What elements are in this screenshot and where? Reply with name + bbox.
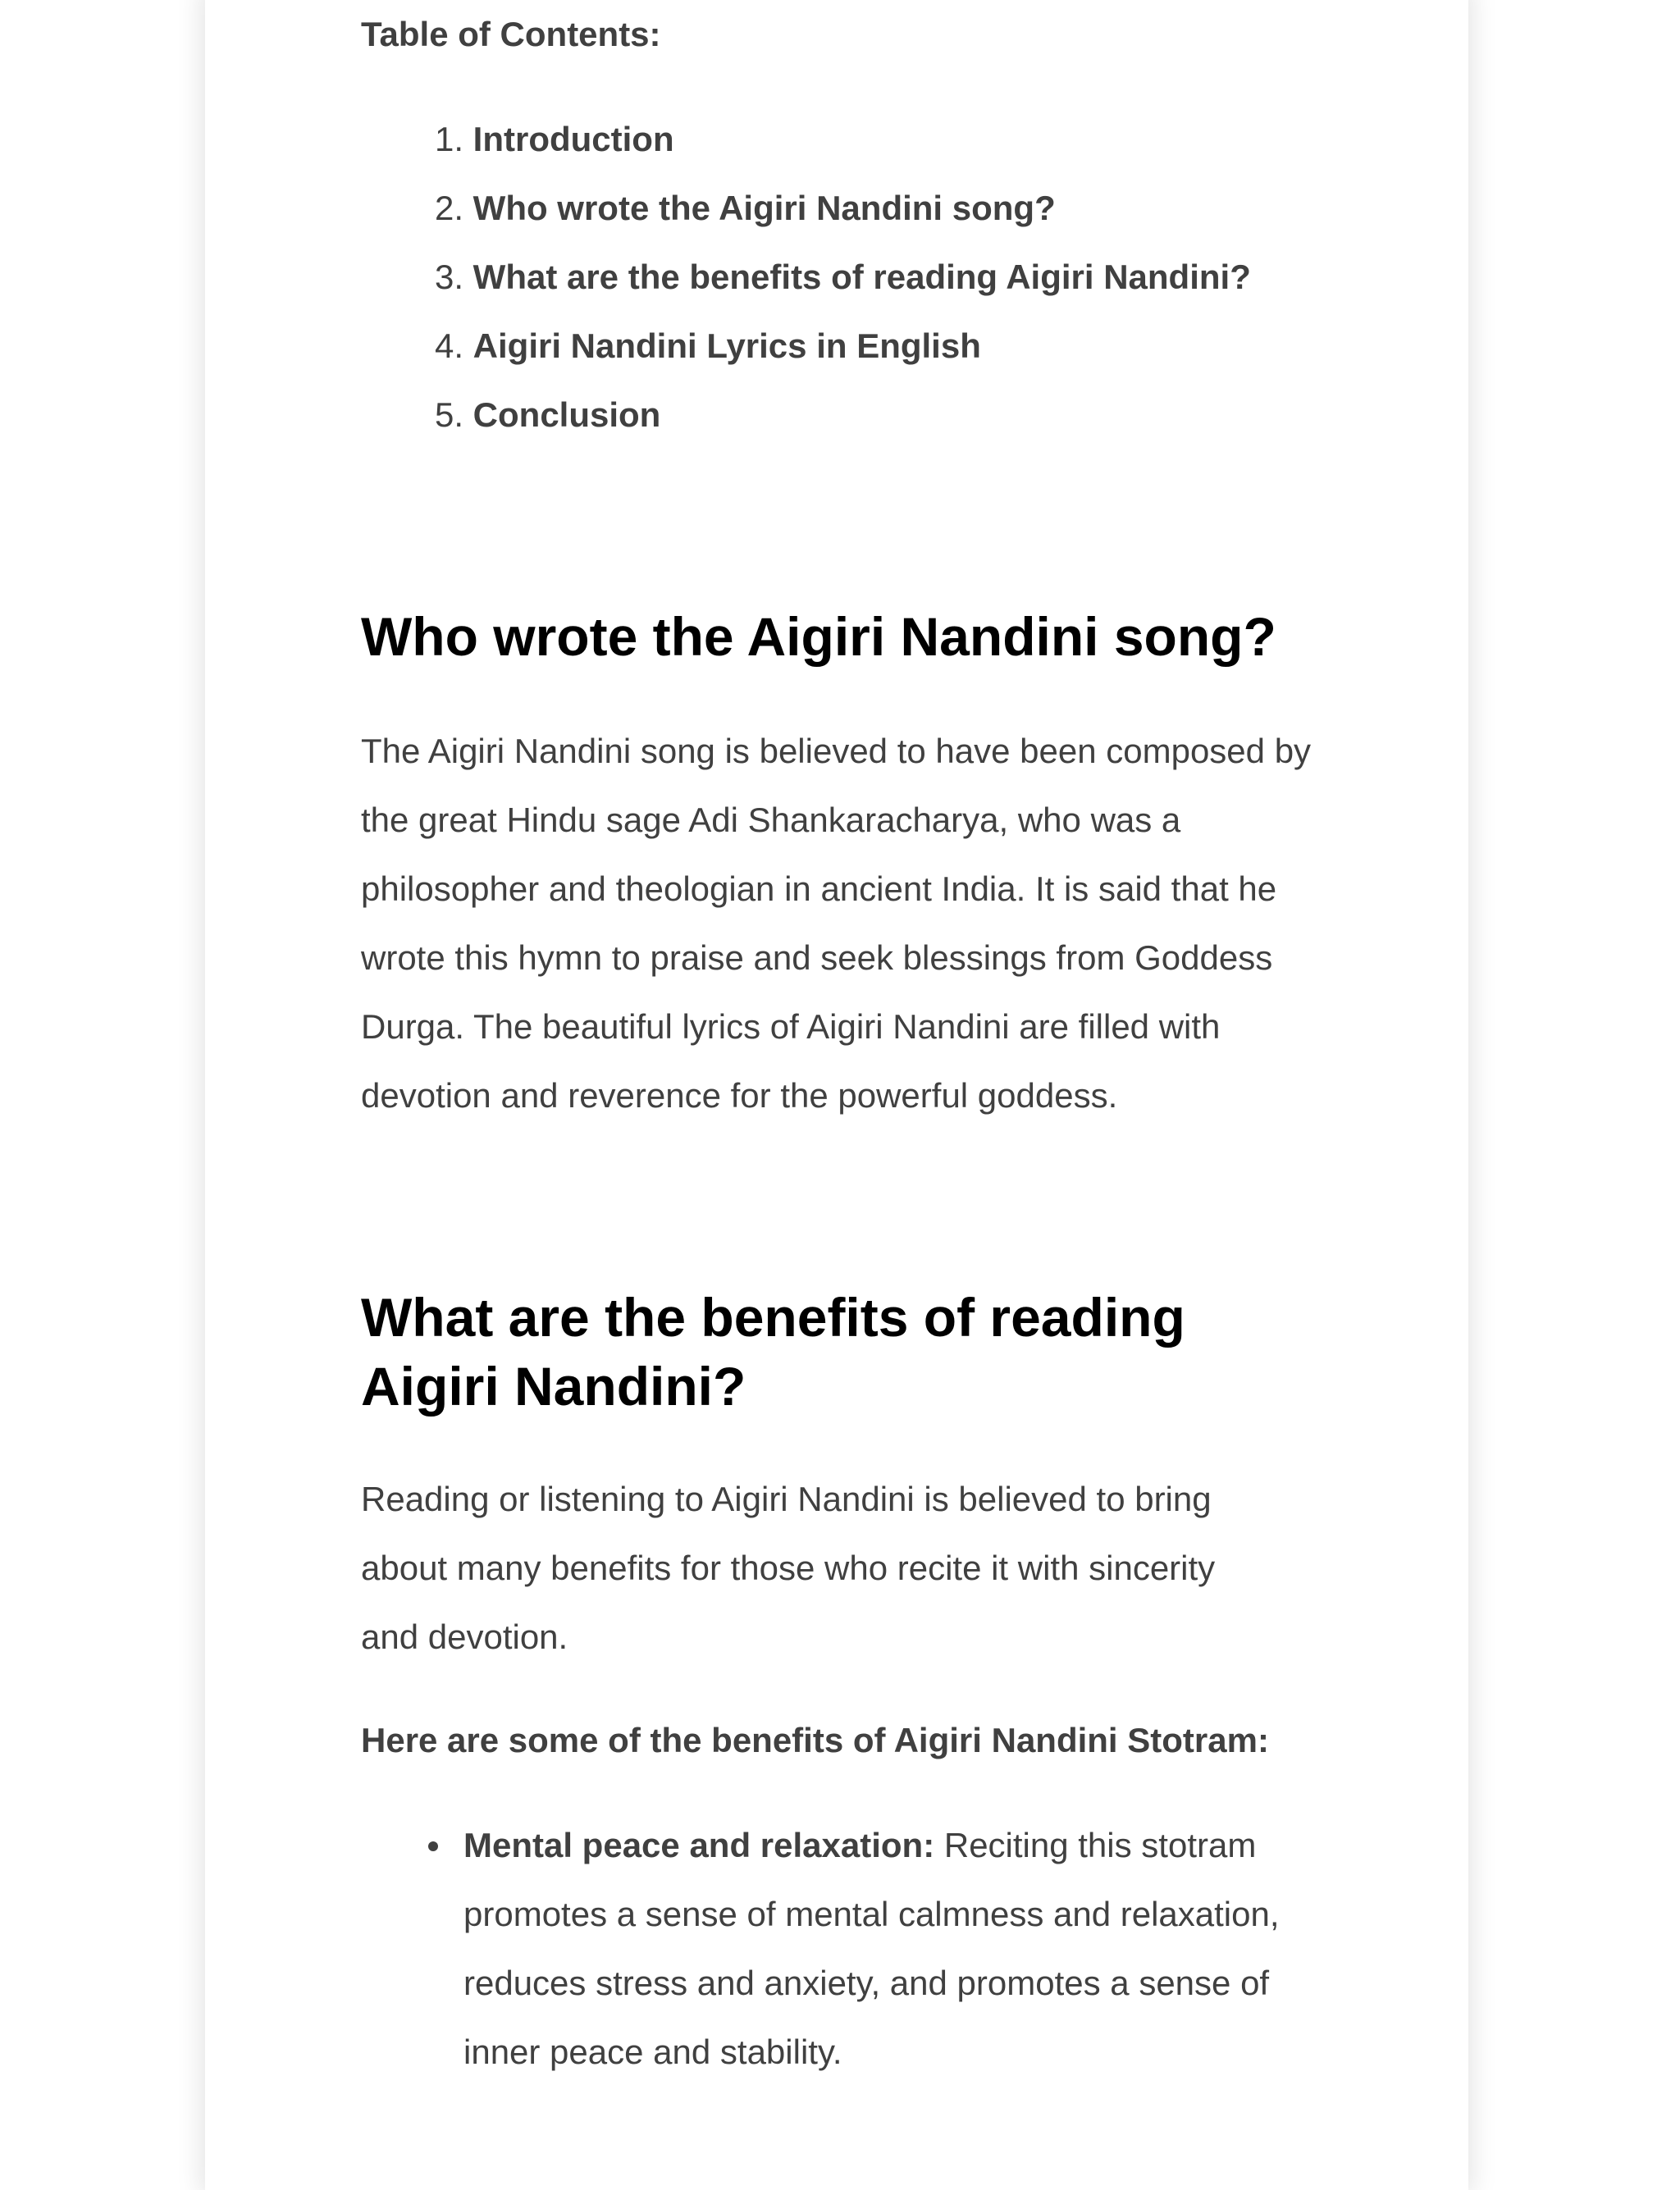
toc-item-number: 3. bbox=[434, 258, 463, 296]
section-heading-benefits: What are the benefits of reading Aigiri Nandini? bbox=[361, 1287, 1185, 1417]
toc-link-benefits[interactable]: What are the benefits of reading Aigiri Nandini? bbox=[472, 258, 1251, 296]
toc-link-introduction[interactable]: Introduction bbox=[472, 120, 674, 158]
toc-item-who-wrote bbox=[361, 184, 1251, 253]
toc-item-number: 4. bbox=[434, 326, 463, 365]
toc-item-lyrics bbox=[361, 322, 1251, 390]
toc-link-lyrics[interactable]: Aigiri Nandini Lyrics in English bbox=[472, 326, 981, 365]
benefits-list bbox=[361, 1811, 1329, 2087]
toc-item-conclusion bbox=[361, 390, 1251, 459]
toc-item-number: 2. bbox=[434, 189, 463, 227]
section-paragraph-who-wrote: The Aigiri Nandini song is believed to have been composed by the great Hindu sage Adi Shankaracharya, who was a philosopher and theologian in ancient India. It is said that he wrote this hymn to praise and seek blessings from Goddess Durga. The beautiful lyrics of Aigiri Nandini are filled with devotion and reverence for the powerful goddess. bbox=[361, 732, 1312, 1115]
toc-item-introduction bbox=[361, 115, 1251, 184]
bullet-dot-icon bbox=[428, 1841, 438, 1851]
toc-title: Table of Contents: bbox=[361, 15, 661, 53]
benefit-text: Reciting this stotram promotes a sense of mental calmness and relaxation, reduces stress and anxiety, and promotes a sense of inner peace and stability. bbox=[463, 1826, 1280, 2071]
toc-item-number: 1. bbox=[434, 120, 463, 158]
toc-item-benefits bbox=[361, 253, 1251, 322]
list-item bbox=[361, 1811, 1329, 2087]
section-paragraph-benefits: Reading or listening to Aigiri Nandini is believed to bring about many benefits for those who recite it with sincerity and devotion. bbox=[361, 1480, 1216, 1656]
section-heading-who-wrote: Who wrote the Aigiri Nandini song? bbox=[361, 606, 1276, 667]
toc-link-conclusion[interactable]: Conclusion bbox=[472, 395, 661, 434]
benefits-list-heading: Here are some of the benefits of Aigiri Nandini Stotram: bbox=[361, 1721, 1269, 1759]
toc-link-who-wrote[interactable]: Who wrote the Aigiri Nandini song? bbox=[472, 189, 1056, 227]
table-of-contents bbox=[361, 115, 1251, 459]
toc-item-number: 5. bbox=[434, 395, 463, 434]
benefit-title: Mental peace and relaxation: bbox=[463, 1826, 935, 1864]
